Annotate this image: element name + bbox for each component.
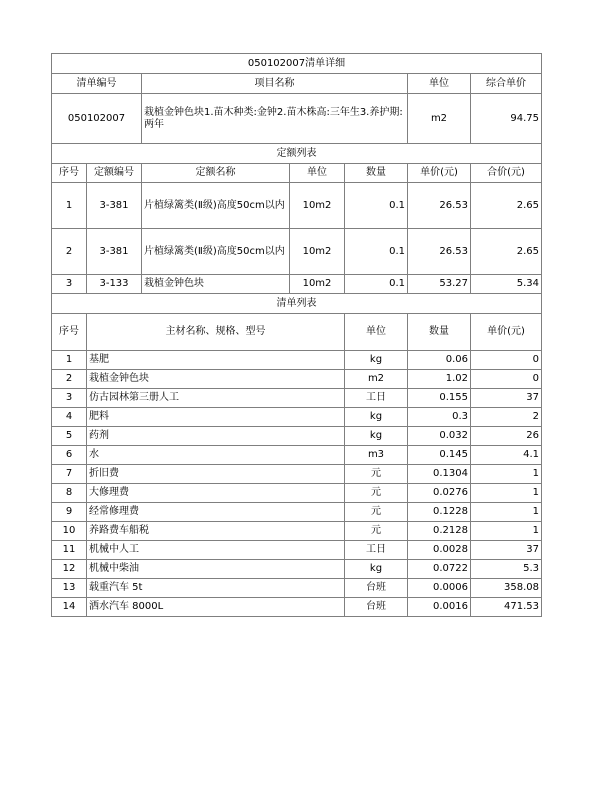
quota-total-header: 合价(元) — [471, 164, 542, 183]
material-unit-price: 1 — [471, 484, 542, 503]
quota-code: 3-381 — [87, 183, 142, 229]
material-name-header: 主材名称、规格、型号 — [87, 314, 345, 351]
material-seq-header: 序号 — [52, 314, 87, 351]
material-row — [52, 484, 542, 503]
material-name: 机械中人工 — [87, 541, 345, 560]
material-seq: 12 — [52, 560, 87, 579]
quota-name: 片植绿篱类(Ⅱ级)高度50cm以内 — [142, 229, 290, 275]
material-row — [52, 370, 542, 389]
quota-qty: 0.1 — [345, 183, 408, 229]
material-seq: 11 — [52, 541, 87, 560]
material-unit-price: 2 — [471, 408, 542, 427]
material-row — [52, 408, 542, 427]
quota-seq-header: 序号 — [52, 164, 87, 183]
material-unit-price: 358.08 — [471, 579, 542, 598]
quota-name: 片植绿篱类(Ⅱ级)高度50cm以内 — [142, 183, 290, 229]
material-qty: 0.06 — [408, 351, 471, 370]
material-name: 药剂 — [87, 427, 345, 446]
material-qty: 0.0722 — [408, 560, 471, 579]
material-name: 仿古园林第三册人工 — [87, 389, 345, 408]
material-qty: 0.0276 — [408, 484, 471, 503]
material-seq: 8 — [52, 484, 87, 503]
material-section-title: 清单列表 — [52, 294, 542, 314]
material-row — [52, 541, 542, 560]
quota-unit-price: 53.27 — [408, 275, 471, 294]
material-seq: 2 — [52, 370, 87, 389]
material-qty: 0.155 — [408, 389, 471, 408]
material-unit: 台班 — [345, 579, 408, 598]
title-row — [52, 54, 542, 74]
material-row — [52, 446, 542, 465]
quota-section-row — [52, 144, 542, 164]
quota-unit-price: 26.53 — [408, 183, 471, 229]
material-qty: 0.1304 — [408, 465, 471, 484]
material-unit: kg — [345, 408, 408, 427]
material-name: 经常修理费 — [87, 503, 345, 522]
quota-row — [52, 183, 542, 229]
quota-section-title: 定额列表 — [52, 144, 542, 164]
quota-total: 2.65 — [471, 183, 542, 229]
material-name: 折旧费 — [87, 465, 345, 484]
material-unit-price: 1 — [471, 503, 542, 522]
material-unit-price: 26 — [471, 427, 542, 446]
quota-unit: 10m2 — [290, 229, 345, 275]
quota-unit-price-header: 单价(元) — [408, 164, 471, 183]
material-unit: m3 — [345, 446, 408, 465]
bill-row — [52, 94, 542, 144]
material-seq: 10 — [52, 522, 87, 541]
material-qty: 0.032 — [408, 427, 471, 446]
bill-price: 94.75 — [471, 94, 542, 144]
material-row — [52, 427, 542, 446]
quota-seq: 2 — [52, 229, 87, 275]
material-row — [52, 522, 542, 541]
quota-total: 5.34 — [471, 275, 542, 294]
bill-unit-header: 单位 — [408, 74, 471, 94]
material-unit: 元 — [345, 465, 408, 484]
material-unit: kg — [345, 427, 408, 446]
quota-total: 2.65 — [471, 229, 542, 275]
bill-code: 050102007 — [52, 94, 142, 144]
material-unit: m2 — [345, 370, 408, 389]
material-name: 肥料 — [87, 408, 345, 427]
quota-unit-header: 单位 — [290, 164, 345, 183]
material-qty: 1.02 — [408, 370, 471, 389]
material-header-row — [52, 314, 542, 351]
quota-name: 栽植金钟色块 — [142, 275, 290, 294]
material-seq: 6 — [52, 446, 87, 465]
material-row — [52, 503, 542, 522]
material-seq: 1 — [52, 351, 87, 370]
material-unit-price: 0 — [471, 351, 542, 370]
material-unit-price: 4.1 — [471, 446, 542, 465]
material-unit-price: 1 — [471, 465, 542, 484]
material-row — [52, 579, 542, 598]
material-qty-header: 数量 — [408, 314, 471, 351]
quota-qty: 0.1 — [345, 275, 408, 294]
material-seq: 7 — [52, 465, 87, 484]
material-name: 载重汽车 5t — [87, 579, 345, 598]
material-seq: 9 — [52, 503, 87, 522]
material-unit-price: 0 — [471, 370, 542, 389]
quota-qty-header: 数量 — [345, 164, 408, 183]
material-row — [52, 465, 542, 484]
material-unit-header: 单位 — [345, 314, 408, 351]
bill-name: 栽植金钟色块1.苗木种类:金钟2.苗木株高:三年生3.养护期:两年 — [142, 94, 408, 144]
material-qty: 0.2128 — [408, 522, 471, 541]
material-unit: 工日 — [345, 541, 408, 560]
material-qty: 0.1228 — [408, 503, 471, 522]
material-unit: 元 — [345, 503, 408, 522]
material-name: 洒水汽车 8000L — [87, 598, 345, 617]
quota-code: 3-133 — [87, 275, 142, 294]
material-unit: kg — [345, 351, 408, 370]
quota-name-header: 定额名称 — [142, 164, 290, 183]
material-unit-price: 471.53 — [471, 598, 542, 617]
material-qty: 0.0006 — [408, 579, 471, 598]
quota-row — [52, 229, 542, 275]
bill-detail-table — [51, 53, 542, 617]
material-unit: 元 — [345, 522, 408, 541]
material-section-row — [52, 294, 542, 314]
bill-code-header: 清单编号 — [52, 74, 142, 94]
material-qty: 0.0016 — [408, 598, 471, 617]
material-seq: 13 — [52, 579, 87, 598]
material-seq: 5 — [52, 427, 87, 446]
material-row — [52, 351, 542, 370]
material-unit-price: 5.3 — [471, 560, 542, 579]
material-name: 水 — [87, 446, 345, 465]
material-unit-price: 1 — [471, 522, 542, 541]
quota-unit-price: 26.53 — [408, 229, 471, 275]
material-row — [52, 560, 542, 579]
quota-code-header: 定额编号 — [87, 164, 142, 183]
quota-code: 3-381 — [87, 229, 142, 275]
bill-name-header: 项目名称 — [142, 74, 408, 94]
material-unit: 台班 — [345, 598, 408, 617]
quota-unit: 10m2 — [290, 275, 345, 294]
material-qty: 0.0028 — [408, 541, 471, 560]
material-seq: 14 — [52, 598, 87, 617]
material-name: 机械中柴油 — [87, 560, 345, 579]
material-seq: 3 — [52, 389, 87, 408]
material-unit: kg — [345, 560, 408, 579]
bill-price-header: 综合单价 — [471, 74, 542, 94]
material-row — [52, 389, 542, 408]
quota-seq: 1 — [52, 183, 87, 229]
material-unit-price: 37 — [471, 389, 542, 408]
quota-row — [52, 275, 542, 294]
material-name: 大修理费 — [87, 484, 345, 503]
table-title: 050102007清单详细 — [52, 54, 542, 74]
material-unit: 元 — [345, 484, 408, 503]
material-unit: 工日 — [345, 389, 408, 408]
bill-header-row — [52, 74, 542, 94]
material-qty: 0.145 — [408, 446, 471, 465]
material-name: 栽植金钟色块 — [87, 370, 345, 389]
material-name: 基肥 — [87, 351, 345, 370]
quota-qty: 0.1 — [345, 229, 408, 275]
quota-header-row — [52, 164, 542, 183]
material-unit-price-header: 单价(元) — [471, 314, 542, 351]
material-name: 养路费车船税 — [87, 522, 345, 541]
quota-unit: 10m2 — [290, 183, 345, 229]
bill-unit: m2 — [408, 94, 471, 144]
material-unit-price: 37 — [471, 541, 542, 560]
material-seq: 4 — [52, 408, 87, 427]
quota-seq: 3 — [52, 275, 87, 294]
material-qty: 0.3 — [408, 408, 471, 427]
material-row — [52, 598, 542, 617]
